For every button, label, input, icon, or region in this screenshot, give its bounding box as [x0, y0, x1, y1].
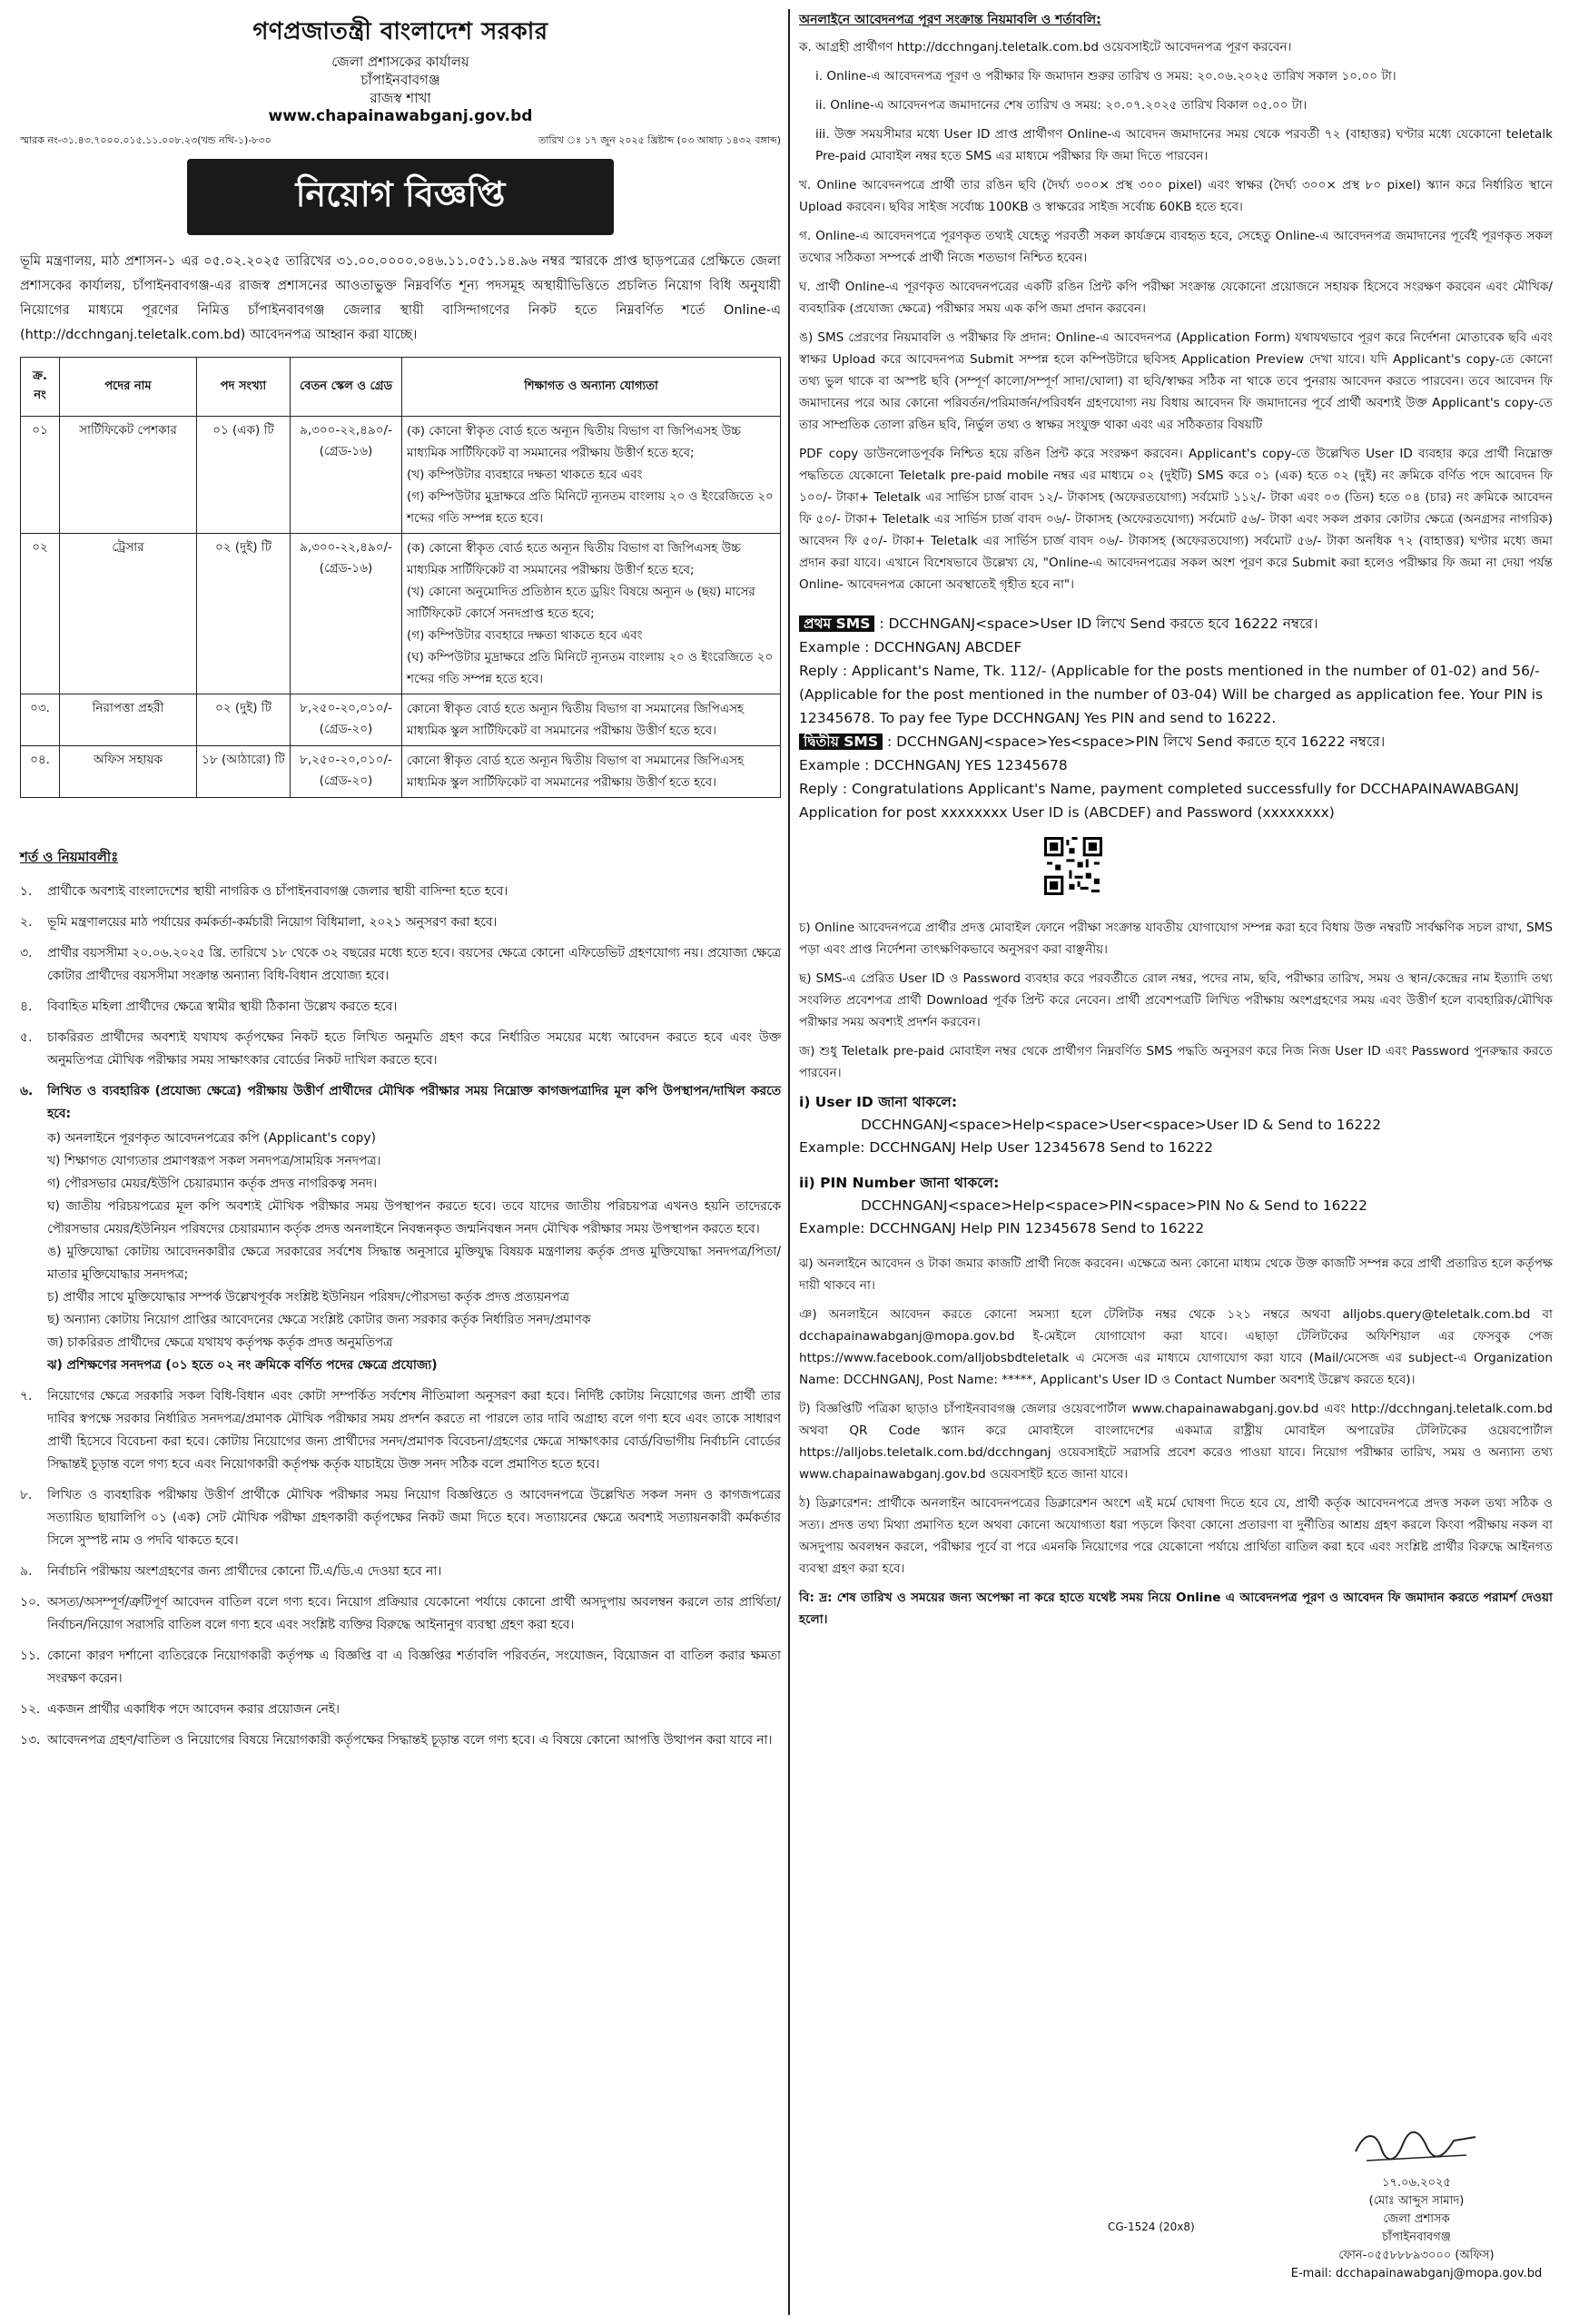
sms2-example: Example : DCCHNGANJ YES 12345678 — [799, 757, 1068, 773]
qualification-item: (ক) কোনো স্বীকৃত বোর্ড হতে অন্যূন দ্বিতীয় বিভাগ বা জিপিএসহ উচ্চ মাধ্যমিক সার্টিফিকেট বা সমমানের পরীক্ষায় উত্তীর্ণ হতে হবে; — [407, 541, 742, 577]
row-qualification — [402, 534, 781, 694]
sms1-tag: প্রথম SMS — [799, 615, 874, 632]
row-post-count: ০২ (দুই) টি — [197, 694, 291, 746]
posts-table — [20, 357, 781, 798]
list-item — [20, 881, 781, 903]
branch-name: রাজস্ব শাখা — [370, 90, 431, 106]
row-qualification — [402, 746, 781, 798]
term-text: লিখিত ও ব্যবহারিক পরীক্ষায় উত্তীর্ণ প্রার্থীকে মৌখিক পরীক্ষার সময় নিয়োগ বিজ্ঞপ্তিতে ও আবেদনপত্রে উল্লেখিত সকল সনদ ও কাগজপত্রের সত্যায়িত ছায়ালিপি ০১ (এক) সেট মৌখিক পরীক্ষা গ্রহণকারী কর্তৃপক্ষের নিকট জমা দিতে হবে। সত্যায়নের ক্ষেত্রে অবশ্যই সত্যায়নকারী কর্মকর্তার সিলে সুস্পষ্ট নাম ও পদবি থাকতে হবে। — [47, 1488, 781, 1548]
term-text: ভূমি মন্ত্রণালয়ের মাঠ পর্যায়ের কর্মকর্তা-কর্মচারী নিয়োগ বিধিমালা, ২০২১ অনুসরণ করা হবে। — [47, 915, 498, 930]
sublist-item: গ) পৌরসভার মেয়র/ইউপি চেয়ারম্যান কর্তৃক প্রদত্ত নাগরিকত্ব সনদ। — [47, 1177, 378, 1191]
signed-date: ১৭.০৬.২০২৫ — [1382, 2176, 1451, 2190]
term-text: আবেদনপত্র গ্রহণ/বাতিল ও নিয়োগের বিষয়ে নিয়োগকারী কর্তৃপক্ষের সিদ্ধান্তই চূড়ান্ত বলে গণ্য হবে। এ বিষয়ে কোনো আপত্তি উত্থাপন করা যাবে না। — [47, 1733, 773, 1748]
memo-number: স্মারক নং-৩১.৪৩.৭০০০.০১৫.১১.০০৮.২৩(খন্ড নথি-১)-৮৩০ — [20, 134, 271, 146]
term-text: বিবাহিত মহিলা প্রার্থীদের ক্ষেত্রে স্বামীর স্থায়ী ঠিকানা উল্লেখ করতে হবে। — [47, 1000, 398, 1014]
pin-example: Example: DCCHNGANJ Help PIN 12345678 Send to 16222 — [799, 1220, 1205, 1236]
row-post-count: ০১ (এক) টি — [197, 417, 291, 534]
term-text: একজন প্রার্থীর একাধিক পদে আবেদন করার প্রয়োজন নেই। — [47, 1702, 340, 1717]
row-post-name: নিরাপত্তা প্রহরী — [60, 694, 197, 746]
list-item — [20, 1385, 781, 1476]
online-rules-title: অনলাইনে আবেদনপত্র পূরণ সংক্রান্ত নিয়মাবলি ও শর্তাবলি: — [799, 13, 1101, 27]
table-row — [21, 746, 781, 798]
qualification-item: কোনো স্বীকৃত বোর্ড হতে অন্যূন দ্বিতীয় বিভাগ বা সমমানের জিপিএসহ মাধ্যমিক স্কুল সার্টিফিকেট বা সমমানের পরীক্ষায় উত্তীর্ণ হতে হবে। — [407, 702, 745, 738]
term-number: ৮. — [20, 1488, 33, 1502]
qualification-item: (ঘ) কম্পিউটার মুদ্রাক্ষরে প্রতি মিনিটে ন্যূনতম বাংলায় ২০ ও ইংরেজিতে ২০ শব্দের গতি সম্পন্ন হতে হবে। — [407, 650, 774, 686]
sms2-reply: Reply : Congratulations Applicant's Name, payment completed successfully for DCCHAPAINAWABGANJ Application for post xxxxxxxx User ID is (ABCDEF) and Password (xxxxxxxx) — [799, 781, 1519, 821]
rule-end-date: ii. Online-এ আবেদনপত্র জমাদানের শেষ তারিখ ও সময়: ২০.০৭.২০২৫ তারিখ বিকাল ০৫.০০ টা। — [815, 98, 1308, 113]
row-pay-scale: ৮,২৫০-২০,০১০/- (গ্রেড-২০) — [291, 694, 402, 746]
pin-command: DCCHNGANJ<space>Help<space>PIN<space>PIN No & Send to 16222 — [861, 1197, 1368, 1214]
signatory-name: (মোঃ আব্দুস সামাদ) — [1368, 2194, 1465, 2208]
row-pay-scale: ৯,৩০০-২২,৪৯০/- (গ্রেড-১৬) — [291, 534, 402, 694]
office-name: জেলা প্রশাসকের কার্যালয় — [331, 54, 469, 70]
row-serial: ০৪. — [21, 746, 60, 798]
signature-block — [1289, 2124, 1544, 2283]
rule-ka: ক. আগ্রহী প্রার্থীগণ http://dcchnganj.teletalk.com.bd ওয়েবসাইটে আবেদনপত্র পূরণ করবেন। — [799, 40, 1292, 54]
list-item — [20, 1561, 781, 1583]
list-item — [20, 1591, 781, 1637]
col-post-name: পদের নাম — [60, 358, 197, 417]
list-item — [20, 942, 781, 988]
term-text: নিয়োগের ক্ষেত্রে সরকারি সকল বিধি-বিধান এবং কোটা সম্পর্কিত সর্বশেষ নীতিমালা অনুসরণ করা হবে। নির্দিষ্ট কোটায় নিয়োগের জন্য প্রার্থী তার দাবির স্বপক্ষে সরকার নির্ধারিত সনদপত্র/প্রমাণক মৌখিক পরীক্ষার সময় প্রদর্শন করতে না পারলে তার দাবি অগ্রাহ্য বলে গণ্য হবে এবং তাকে সাধারণ প্রার্থী হিসেবে বিবেচনা করা হবে। কোটায় নিয়োগের জন্য প্রার্থীদের সনদ/প্রমাণক বিবেচনা/গ্রহণের ক্ষেত্রে সাক্ষাৎকার বোর্ড/বিভাগীয় নির্বাচনি বোর্ডের সিদ্ধান্তই চূড়ান্ত বলে গণ্য হবে এবং নিয়োগকারী কর্তৃপক্ষ কর্তৃক যাচাইয়ে উক্ত সনদ সঠিক বলে প্রমাণিত হতে হবে। — [47, 1389, 781, 1472]
qualification-item: (গ) কম্পিউটার মুদ্রাক্ষরে প্রতি মিনিটে ন্যূনতম বাংলায় ২০ ও ইংরেজিতে ২০ শব্দের গতি সম্পন্ন হতে হবে। — [407, 489, 774, 526]
term-text: অসত্য/অসম্পূর্ণ/ত্রুটিপূর্ণ আবেদন বাতিল বলে গণ্য হবে। নিয়োগ প্রক্রিয়ার যেকোনো পর্যায়ে কোনো প্রার্থী অসদুপায় অবলম্বন করলে তার প্রার্থিতা/নির্বাচন/নিয়োগ সরাসরি বাতিল বলে গণ্য হবে এবং সংশ্লিষ্ট ব্যক্তির বিরুদ্ধে আইনানুগ ব্যবস্থা গ্রহণ করা হবে। — [47, 1595, 781, 1632]
term-number: ৪. — [20, 1000, 33, 1014]
sublist-item: জ) চাকরিরত প্রার্থীদের ক্ষেত্রে যথাযথ কর্তৃপক্ষ কর্তৃক প্রদত্ত অনুমতিপত্র — [47, 1335, 393, 1350]
term-number: ৩. — [20, 946, 33, 960]
col-serial: ক্র. নং — [21, 358, 60, 417]
term-number: ১১. — [20, 1649, 41, 1663]
list-item — [20, 1027, 781, 1072]
term-number: ২. — [20, 915, 33, 930]
row-qualification — [402, 694, 781, 746]
sms1-line — [799, 612, 1553, 635]
term-text: প্রার্থীর বয়সসীমা ২০.০৬.২০২৫ খ্রি. তারিখে ১৮ থেকে ৩২ বছরের মধ্যে হতে হবে। বয়সের ক্ষেত্রে কোনো এফিডেভিট গ্রহণযোগ্য নয়। প্রযোজ্য ক্ষেত্রে কোটার প্রার্থীদের বয়সসীমা সংক্রান্ত অন্যান্য বিধি-বিধান প্রযোজ্য হবে। — [47, 946, 781, 983]
term-number: ১০. — [20, 1595, 41, 1610]
term-number: ৬. — [20, 1084, 34, 1098]
pin-title: ii) PIN Number জানা থাকলে: — [799, 1175, 1000, 1191]
terms-title: শর্ত ও নিয়মাবলীঃ — [20, 849, 119, 865]
row-post-count: ০২ (দুই) টি — [197, 534, 291, 694]
right-column — [799, 9, 1553, 1638]
sublist-item: চ) প্রার্থীর সাথে মুক্তিযোদ্ধার সম্পর্ক উল্লেখপূর্বক সংশ্লিষ্ট ইউনিয়ন পরিষদ/পৌরসভা কর্তৃক প্রদত্ত প্রত্যয়নপত্র — [47, 1290, 569, 1305]
print-code: CG-1524 (20x8) — [1108, 2221, 1195, 2233]
rule-start-date: i. Online-এ আবেদনপত্র পূরণ ও পরীক্ষার ফি জমাদান শুরুর তারিখ ও সময়: ২০.০৬.২০২৫ তারিখ সকাল ১০.০০ টা। — [815, 69, 1396, 84]
left-column — [20, 9, 781, 1760]
row-pay-scale: ৯,৩০০-২২,৪৯০/- (গ্রেড-১৬) — [291, 417, 402, 534]
sms1-command: : DCCHNGANJ<space>User ID লিখে Send করতে হবে 16222 নম্বরে। — [879, 615, 1318, 632]
qualification-item: (ক) কোনো স্বীকৃত বোর্ড হতে অন্যূন দ্বিতীয় বিভাগ বা জিপিএসহ উচ্চ মাধ্যমিক সার্টিফিকেট বা সমমানের পরীক্ষায় উত্তীর্ণ হতে হবে; — [407, 424, 742, 460]
sms1-example: Example : DCCHNGANJ ABCDEF — [799, 639, 1022, 655]
sublist-item: ঙ) মুক্তিযোদ্ধা কোটায় আবেদনকারীর ক্ষেত্রে সরকারের সর্বশেষ সিদ্ধান্ত অনুসারে মুক্তিযুদ্ধ বিষয়ক মন্ত্রণালয় কর্তৃক প্রদত্ত মুক্তিযোদ্ধা সনদপত্র/পিতা/মাতার মুক্তিযোদ্ধার সনদপত্র; — [47, 1245, 781, 1282]
list-item — [20, 1729, 781, 1752]
sublist-item: ক) অনলাইনে পূরণকৃত আবেদনপত্রের কপি (Applicant's copy) — [47, 1131, 376, 1146]
rule-na: ঞ) অনলাইনে আবেদন করতে কোনো সমস্যা হলে টেলিটক নম্বর থেকে ১২১ নম্বরে অথবা alljobs.query@teletalk.com.bd বা dcchapainawabganj@mopa.gov.bd ই-মেইলে যোগাযোগ করা যাবে। এছাড়া টেলিটকের অফিশিয়াল এর ফেসবুক পেজ https://www.facebook.com/alljobsbdteletalk এ মেসেজ এর মাধ্যমে যোগাযোগ করা যাবে (Mail/মেসেজ এর subject-এ Organization Name: DCCHNGANJ, Post Name: *****, Applicant's User ID ও Contact Number অবশ্যই উল্লেখ করতে হবে)। — [799, 1307, 1553, 1387]
list-item — [20, 1699, 781, 1721]
rule-ga: গ. Online-এ আবেদনপত্রে পূরণকৃত তথ্যই যেহেতু পরবর্তী সকল কার্যক্রমে ব্যবহৃত হবে, সেহেতু Online-এ আবেদনপত্র জমাদানের পূর্বেই পূরণকৃত সকল তথ্যের সঠিকতা সম্পর্কে প্রার্থী নিজে শতভাগ নিশ্চিত হবেন। — [799, 229, 1553, 265]
user-id-example: Example: DCCHNGANJ Help User 12345678 Send to 16222 — [799, 1139, 1214, 1156]
sms2-tag: দ্বিতীয় SMS — [799, 734, 883, 750]
table-header-row — [21, 358, 781, 417]
reference-line — [20, 133, 781, 150]
term-number: ১. — [20, 884, 33, 899]
sms2-line — [799, 730, 1553, 753]
government-title: গণপ্রজাতন্ত্রী বাংলাদেশ সরকার — [252, 18, 548, 45]
list-item — [20, 911, 781, 934]
pin-recovery — [799, 1172, 1553, 1240]
sms-instructions — [799, 612, 1553, 824]
term-text: প্রার্থীকে অবশ্যই বাংলাদেশের স্থায়ী নাগরিক ও চাঁপাইনবাবগঞ্জ জেলার স্থায়ী বাসিন্দা হতে হবে। — [47, 884, 508, 899]
signatory-phone: ফোন-০৫৫৮৮৮৯৩০০০ (অফিস) — [1338, 2249, 1495, 2262]
signature-icon — [1348, 2124, 1485, 2168]
rule-ja: জ) শুধু Teletalk pre-paid মোবাইল নম্বর থেকে প্রার্থীগণ নিম্নবর্ণিত SMS পদ্ধতি অনুসরণ করে নিজ নিজ User ID এবং Password পুনরুদ্ধার করতে পারবেন। — [799, 1044, 1553, 1080]
signatory-email[interactable]: E-mail: dcchapainawabganj@mopa.gov.bd — [1290, 2267, 1543, 2280]
website-link[interactable]: www.chapainawabganj.gov.bd — [268, 107, 533, 125]
sublist-item: খ) শিক্ষাগত যোগ্যতার প্রমাণস্বরূপ সকল সনদপত্র/সাময়িক সনদপত্র। — [47, 1154, 381, 1168]
row-qualification — [402, 417, 781, 534]
qualification-item: (খ) কম্পিউটার ব্যবহারে দক্ষতা থাকতে হবে এবং — [407, 468, 643, 482]
qualification-item: (গ) কম্পিউটার ব্যবহারে দক্ষতা থাকতে হবে এবং — [407, 628, 643, 643]
rule-ta: ট) বিজ্ঞপ্তিটি পত্রিকা ছাড়াও চাঁপাইনবাবগঞ্জ জেলার ওয়েবপোর্টাল www.chapainawabganj.gov.bd এবং http://dcchnganj.teletalk.com.bd অথবা QR Code স্ক্যান করে মোবাইলে বাংলাদেশের একমাত্র রাষ্ট্রীয় মোবাইল অপারেটর টেলিটকের ওয়েবপোর্টাল https://alljobs.teletalk.com.bd/dcchnganj ওয়েবসাইটে সরাসরি প্রবেশ করেও পাওয়া যাবে। নিয়োগ পরীক্ষার তারিখ, সময় ও অন্যান্য তথ্য www.chapainawabganj.gov.bd ওয়েবসাইট হতে জানা যাবে। — [799, 1402, 1554, 1482]
rule-tha: ঠ) ডিক্লারেশন: প্রার্থীকে অনলাইন আবেদনপত্রের ডিক্লারেশন অংশে এই মর্মে ঘোষণা দিতে হবে যে, প্রার্থী কর্তৃক আবেদনপত্রে প্রদত্ত সকল তথ্য সঠিক ও সত্য। প্রদত্ত তথ্য মিথ্যা প্রমাণিত হলে অথবা কোনো অযোগ্যতা ধরা পড়লে কিংবা কোনো প্রতারণা বা দুর্নীতির আশ্রয় গ্রহণ করলে কিংবা পরীক্ষায় নকল বা অসদুপায় অবলম্বন করলে, পরীক্ষার পূর্বে বা পরে এমনকি নিয়োগের পরে যেকোনো পর্যায়ে প্রার্থিতা বাতিল করা হবে এবং সংশ্লিষ্ট প্রার্থীর বিরুদ্ধে আইনগত ব্যবস্থা গ্রহণ করা হবে। — [799, 1496, 1553, 1576]
row-pay-scale: ৮,২৫০-২০,০১০/- (গ্রেড-২০) — [291, 746, 402, 798]
col-qualification: শিক্ষাগত ও অন্যান্য যোগ্যতা — [402, 358, 781, 417]
rule-kha: খ. Online আবেদনপত্রে প্রার্থী তার রঙিন ছবি (দৈর্ঘ্য ৩০০× প্রস্থ ৩০০ pixel) এবং স্বাক্ষর (দৈর্ঘ্য ৩০০× প্রস্থ ৮০ pixel) স্ক্যান করে নির্ধারিত স্থানে Upload করবেন। ছবির সাইজ সর্বোচ্চ 100KB ও স্বাক্ষরের সাইজ সর্বোচ্চ 60KB হতে হবে। — [799, 178, 1553, 214]
rule-cha: ছ) SMS-এ প্রেরিত User ID ও Password ব্যবহার করে পরবর্তীতে রোল নম্বর, পদের নাম, ছবি, পরীক্ষার তারিখ, সময় ও স্থান/কেন্দ্রের নাম ইত্যাদি তথ্য সংবলিত প্রবেশপত্র প্রার্থী Download পূর্বক প্রিন্ট করে নেবেন। প্রার্থী প্রবেশপত্রটি লিখিত পরীক্ষায় অংশগ্রহণের সময় এবং উত্তীর্ণ হলে ব্যবহারিক/মৌখিক পরীক্ষার সময় অবশ্যই প্রদর্শন করবেন। — [799, 971, 1553, 1029]
intro-paragraph: ভূমি মন্ত্রণালয়, মাঠ প্রশাসন-১ এর ০৫.০২.২০২৫ তারিখের ৩১.০০.০০০০.০৪৬.১১.০৫১.১৪.৯৬ নম্বর স্মারকে প্রাপ্ত ছাড়পত্রের প্রেক্ষিতে জেলা প্রশাসকের কার্যালয়, চাঁপাইনবাবগঞ্জ-এর রাজস্ব প্রশাসনের আওতাভুক্ত নিম্নবর্ণিত শূন্য পদসমূহ অস্থায়ীভিত্তিতে প্রচলিত নিয়োগ বিধি অনুযায়ী নিয়োগের মাধ্যমে পূরণের নিমিত্ত চাঁপাইনবাবগঞ্জ জেলার স্থায়ী বাসিন্দাগণের নিকট হতে নিম্নবর্ণিত শর্তে Online-এ (http://dcchnganj.teletalk.com.bd) আবেদনপত্র আহ্বান করা যাচ্ছে। — [20, 254, 781, 342]
col-pay-scale: বেতন স্কেল ও গ্রেড — [291, 358, 402, 417]
user-id-title: i) User ID জানা থাকলে: — [799, 1094, 958, 1110]
column-divider — [788, 9, 790, 2315]
district-name: চাঁপাইনবাবগঞ্জ — [360, 72, 440, 88]
rule-pdf: PDF copy ডাউনলোডপূর্বক নিশ্চিত হয়ে রঙিন প্রিন্ট করে সংরক্ষণ করবেন। Applicant's copy-তে উল্লেখিত User ID ব্যবহার করে প্রার্থী নিম্নোক্ত পদ্ধতিতে যেকোনো Teletalk pre-paid mobile নম্বর এর মাধ্যমে ০২ (দুইটি) SMS করে ০১ (এক) হতে ০২ (দুই) নং ক্রমিকে বর্ণিত পদে আবেদন ফি ১০০/- টাকা+ Teletalk এর সার্ভিস চার্জ বাবদ ১২/- টাকাসহ (অফেরতযোগ্য) সর্বমোট ১১২/- টাকা এবং ০৩ (তিন) হতে ০৪ (চার) নং ক্রমিকে আবেদন ফি ৫০/- টাকা+ Teletalk এর সার্ভিস চার্জ বাবদ ০৬/- টাকাসহ (অফেরতযোগ্য) সর্বমোট ৫৬/- টাকা এবং সকল প্রকার কোটার ক্ষেত্রে (অনগ্রসর নাগরিক) আবেদন ফি ৫০/- টাকা+ Teletalk এর সার্ভিস চার্জ বাবদ ০৬/- টাকাসহ (অফেরতযোগ্য) সর্বমোট ৫৬/- টাকা অনধিক ৭২ (বাহাত্তর) ঘণ্টার মধ্যে জমা প্রদান করা যাবে। এখানে বিশেষভাবে উল্লেখ্য যে, "Online-এ আবেদনপত্রের সকল অংশ পূরণ করে Submit করা হলেও পরীক্ষার ফি জমা না দেয়া পর্যন্ত Online- আবেদনপত্র কোনো অবস্থাতেই গৃহীত হবে না"। — [799, 447, 1553, 592]
term-number: ১২. — [20, 1702, 41, 1717]
list-item — [20, 1080, 781, 1377]
rule-gha: ঘ. প্রার্থী Online-এ পূরণকৃত আবেদনপত্রের একটি রঙিন প্রিন্ট কপি পরীক্ষা সংক্রান্ত যেকোনো প্রয়োজনে সহায়ক হিসেবে সংরক্ষণ করবেন এবং মৌখিক/ব্যবহারিক (প্রযোজ্য ক্ষেত্রে) পরীক্ষার সময় এক কপি জমা প্রদান করবেন। — [799, 280, 1553, 316]
document-sublist — [47, 1128, 781, 1377]
term-number: ৭. — [20, 1389, 33, 1403]
user-id-command: DCCHNGANJ<space>Help<space>User<space>User ID & Send to 16222 — [861, 1117, 1382, 1133]
list-item — [20, 1484, 781, 1552]
rule-uma: ঙ) SMS প্রেরণের নিয়মাবলি ও পরীক্ষার ফি প্রদান: Online-এ আবেদনপত্র (Application Form) যথাযথভাবে পূরণ করে নির্দেশনা মোতাবেক ছবি এবং স্বাক্ষর Upload করে আবেদনপত্র Submit সম্পন্ন হলে কম্পিউটারে ছবিসহ Application Preview দেখা যাবে। যদি Applicant's copy-তে কোনো তথ্য ভুল থাকে বা অস্পষ্ট ছবি (সম্পূর্ণ কালো/সম্পূর্ণ সাদা/ঘোলা) বা ছবি/স্বাক্ষর সঠিক না থাকে তবে পুনরায় আবেদন করতে পারবেন। তবে আবেদন ফি জমাদানের পরে আর কোনো পরিবর্তন/পরিমার্জন/পরিবর্ধন গ্রহণযোগ্য নয় বিধায় আবেদন ফি জমাদানের পূর্বে প্রার্থী অবশ্যই উক্ত Applicant's copy-তে তার সাম্প্রতিক তোলা রঙিন ছবি, নির্ভুল তথ্য ও স্বাক্ষর সংযুক্ত থাকা এবং এর সঠিকতার বিষয়টি — [799, 330, 1553, 432]
signatory-designation: জেলা প্রশাসক — [1383, 2212, 1450, 2226]
table-row — [21, 534, 781, 694]
term-text — [47, 1080, 781, 1377]
qualification-item: কোনো স্বীকৃত বোর্ড হতে অন্যূন দ্বিতীয় বিভাগ বা সমমানের জিপিএসহ মাধ্যমিক স্কুল সার্টিফিকেট বা সমমানের পরীক্ষায় উত্তীর্ণ হতে হবে। — [407, 753, 745, 790]
sublist-item: ঘ) জাতীয় পরিচয়পত্রের মূল কপি অবশ্যই মৌখিক পরীক্ষার সময় উপস্থাপন করতে হবে। তবে যাদের জাতীয় পরিচয়পত্র এখনও হয়নি তাদেরকে পৌরসভার মেয়র/ইউনিয়ন পরিষদের চেয়ারম্যান কর্তৃক প্রদত্ত অনলাইনে নিবন্ধনকৃত জন্মনিবন্ধন সনদ মৌখিক পরীক্ষার সময় উপস্থাপন করতে হবে। — [47, 1199, 781, 1236]
important-note: বি: দ্র: শেষ তারিখ ও সময়ের জন্য অপেক্ষা না করে হাতে যথেষ্ট সময় নিয়ে Online এ আবেদনপত্র পূরণ ও আবেদন ফি জমাদান করতে পরামর্শ দেওয়া হলো। — [799, 1590, 1553, 1627]
notice-banner: নিয়োগ বিজ্ঞপ্তি — [187, 159, 614, 235]
row-serial: ০৩. — [21, 694, 60, 746]
term-number: ১৩. — [20, 1733, 41, 1748]
term-number: ৯. — [20, 1564, 33, 1579]
list-item — [20, 996, 781, 1019]
qualification-item: (খ) কোনো অনুমোদিত প্রতিষ্ঠান হতে ড্রয়িং বিষয়ে অন্যূন ৬ (ছয়) মাসের সার্টিফিকেট কোর্সে সনদপ্রাপ্ত হতে হবে; — [407, 585, 755, 621]
sublist-item: ঝ) প্রশিক্ষণের সনদপত্র (০১ হতে ০২ নং ক্রমিকে বর্ণিত পদের ক্ষেত্রে প্রযোজ্য) — [47, 1358, 438, 1373]
rule-fee-window: iii. উক্ত সময়সীমার মধ্যে User ID প্রাপ্ত প্রার্থীগণ Online-এ আবেদন জমাদানের সময় থেকে পরবর্তী ৭২ (বাহাত্তর) ঘণ্টার মধ্যে যেকোনো teletalk Pre-paid মোবাইল নম্বর হতে SMS এর মাধ্যমে পরীক্ষার ফি জমা দিতে পারবেন। — [815, 127, 1553, 163]
list-item — [20, 1645, 781, 1690]
term-text: নির্বাচনি পরীক্ষায় অংশগ্রহণের জন্য প্রার্থীদের কোনো টি.এ/ডি.এ দেওয়া হবে না। — [47, 1564, 442, 1579]
terms-list — [20, 881, 781, 1752]
rule-ca: চ) Online আবেদনপত্রে প্রার্থীর প্রদত্ত মোবাইল ফোনে পরীক্ষা সংক্রান্ত যাবতীয় যোগাযোগ সম্পন্ন করা হবে বিধায় উক্ত নম্বরটি সার্বক্ষণিক সচল রাখা, SMS পড়া এবং প্রাপ্ত নির্দেশনা তাৎক্ষণিকভাবে অনুসরণ করা বাঞ্ছনীয়। — [799, 921, 1553, 957]
row-serial: ০২ — [21, 534, 60, 694]
row-serial: ০১ — [21, 417, 60, 534]
sublist-item: ছ) অন্যান্য কোটায় নিয়োগ প্রাপ্তির আবেদনের ক্ষেত্রে সংশ্লিষ্ট কোটার জন্য সরকার কর্তৃক নির্ধারিত সনদ/প্রমাণক — [47, 1313, 591, 1327]
table-row — [21, 694, 781, 746]
row-post-count: ১৮ (আঠারো) টি — [197, 746, 291, 798]
row-post-name: সার্টিফিকেট পেশকার — [60, 417, 197, 534]
term-number: ৫. — [20, 1030, 33, 1045]
term-text: চাকরিরত প্রার্থীদের অবশ্যই যথাযথ কর্তৃপক্ষের নিকট হতে লিখিত অনুমতি গ্রহণ করে নির্ধারিত সময়ের মধ্যে আবেদন করতে হবে এবং উক্ত অনুমতিপত্র মৌখিক পরীক্ষার সময় সাক্ষাৎকার বোর্ডের নিকট দাখিল করতে হবে। — [47, 1030, 781, 1068]
term-heading: লিখিত ও ব্যবহারিক (প্রযোজ্য ক্ষেত্রে) পরীক্ষায় উত্তীর্ণ প্রার্থীদের মৌখিক পরীক্ষার সময় নিম্নোক্ত কাগজপত্রাদির মূল কপি উপস্থাপন/দাখিল করতে হবে: — [47, 1084, 781, 1121]
term-text: কোনো কারণ দর্শানো ব্যতিরেকে নিয়োগকারী কর্তৃপক্ষ এ বিজ্ঞপ্তি বা এ বিজ্ঞপ্তির শর্তাবলি পরিবর্তন, সংযোজন, বিয়োজন বা বাতিল করার ক্ষমতা সংরক্ষণ করেন। — [47, 1649, 781, 1686]
col-post-count: পদ সংখ্যা — [197, 358, 291, 417]
qr-code-icon[interactable] — [1044, 837, 1102, 895]
sms1-reply: Reply : Applicant's Name, Tk. 112/- (Applicable for the posts mentioned in the number of 01-02) and 56/- (Applicable for the post mentioned in the number of 03-04) Will be charged as application fee. Your PIN is 12345678. To pay fee Type DCCHNGANJ Yes PIN and send to 16222. — [799, 663, 1544, 726]
row-post-name: ট্রেসার — [60, 534, 197, 694]
sms2-command: : DCCHNGANJ<space>Yes<space>PIN লিখে Send করতে হবে 16222 নম্বরে। — [886, 734, 1386, 750]
user-id-recovery — [799, 1091, 1553, 1159]
signatory-district: চাঁপাইনবাবগঞ্জ — [1382, 2230, 1451, 2244]
memo-date: তারিখ ঃ ১৭ জুন ২০২৫ খ্রিষ্টাব্দ (০৩ আষাঢ় ১৪৩২ বঙ্গাব্দ) — [538, 134, 781, 146]
row-post-name: অফিস সহায়ক — [60, 746, 197, 798]
table-row — [21, 417, 781, 534]
rule-jha: ঝ) অনলাইনে আবেদন ও টাকা জমার কাজটি প্রার্থী নিজে করবেন। এক্ষেত্রে অন্য কোনো মাধ্যম থেকে উক্ত কাজটি সম্পন্ন করে প্রার্থী প্রতারিত হলে কর্তৃপক্ষ দায়ী থাকবে না। — [799, 1256, 1553, 1293]
